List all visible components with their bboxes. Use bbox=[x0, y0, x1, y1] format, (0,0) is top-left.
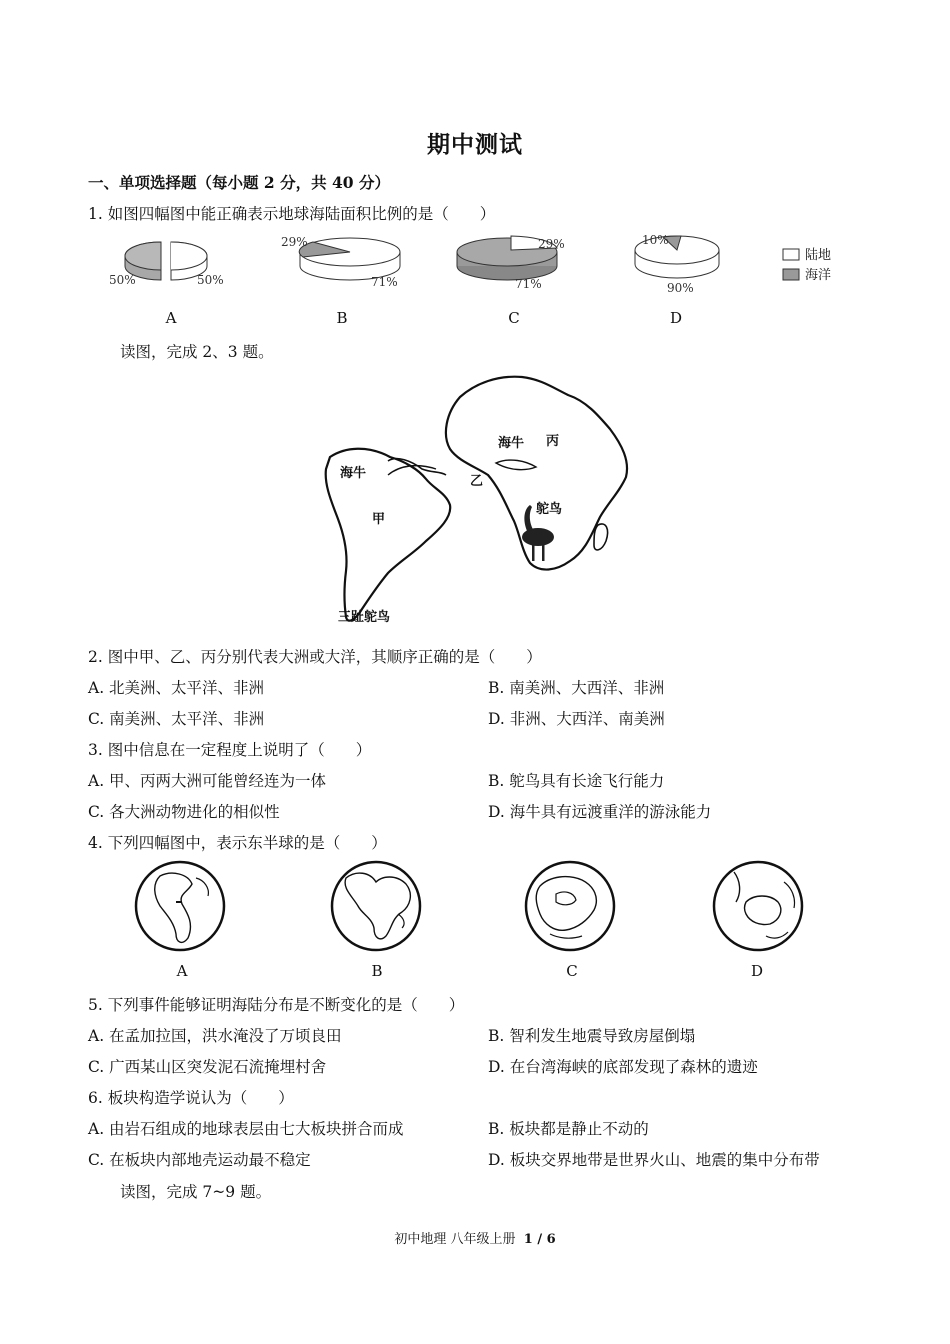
globe-a bbox=[136, 862, 224, 950]
q4-label-d: D bbox=[750, 962, 764, 980]
read-instruction-2: 读图，完成 7~9 题。 bbox=[120, 1183, 272, 1201]
q2-stem: 2. 图中甲、乙、丙分别代表大洲或大洋，其顺序正确的是（ ） bbox=[88, 648, 542, 666]
q1-label-b: B bbox=[336, 309, 348, 327]
q2-option-a[interactable]: A. 北美洲、太平洋、非洲 bbox=[88, 679, 265, 697]
continent-map bbox=[300, 365, 640, 635]
pie-c-ocean-pct: 71% bbox=[515, 277, 542, 291]
pie-a-left-pct: 50% bbox=[109, 273, 136, 287]
q2-option-b[interactable]: B. 南美洲、大西洋、非洲 bbox=[488, 679, 665, 697]
map-label-seacow-left: 海牛 bbox=[340, 466, 367, 481]
q4-label-a: A bbox=[176, 962, 188, 980]
q4-label-b: B bbox=[371, 962, 383, 980]
section-heading: 一、单项选择题（每小题 2 分，共 40 分） bbox=[88, 173, 390, 192]
map-label-yi: 乙 bbox=[470, 474, 484, 489]
page-title: 期中测试 bbox=[427, 131, 523, 158]
pie-a-right-pct: 50% bbox=[197, 273, 224, 287]
q6-stem: 6. 板块构造学说认为（ ） bbox=[88, 1089, 294, 1107]
pie-chart-b bbox=[281, 235, 400, 289]
globe-b bbox=[332, 862, 420, 950]
q6-option-c[interactable]: C. 在板块内部地壳运动最不稳定 bbox=[88, 1151, 311, 1169]
page-number: 1 / 6 bbox=[523, 1232, 556, 1247]
q3-option-c[interactable]: C. 各大洲动物进化的相似性 bbox=[88, 803, 280, 821]
pie-legend bbox=[783, 247, 831, 283]
q3-option-a[interactable]: A. 甲、丙两大洲可能曾经连为一体 bbox=[88, 772, 327, 790]
legend-land-swatch bbox=[783, 249, 799, 260]
pie-chart-a bbox=[109, 242, 224, 287]
pie-b-ocean-pct: 29% bbox=[281, 235, 308, 249]
q6-option-b[interactable]: B. 板块都是静止不动的 bbox=[488, 1120, 649, 1138]
q2-option-d[interactable]: D. 非洲、大西洋、南美洲 bbox=[488, 710, 665, 728]
read-instruction-1: 读图，完成 2、3 题。 bbox=[120, 343, 274, 361]
map-label-seacow-right: 海牛 bbox=[498, 436, 525, 451]
q1-stem: 1. 如图四幅图中能正确表示地球海陆面积比例的是（ ） bbox=[88, 205, 496, 223]
q6-option-d[interactable]: D. 板块交界地带是世界火山、地震的集中分布带 bbox=[488, 1151, 820, 1169]
map-label-jia: 甲 bbox=[372, 512, 386, 527]
legend-ocean-label: 海洋 bbox=[805, 268, 832, 283]
q1-label-a: A bbox=[165, 309, 177, 327]
q4-stem: 4. 下列四幅图中，表示东半球的是（ ） bbox=[88, 834, 387, 852]
q1-pie-charts bbox=[95, 228, 855, 308]
q1-label-d: D bbox=[669, 309, 683, 327]
globe-c bbox=[526, 862, 614, 950]
map-label-ostrich: 鸵鸟 bbox=[536, 502, 563, 517]
q5-option-a[interactable]: A. 在孟加拉国，洪水淹没了万顷良田 bbox=[88, 1027, 342, 1045]
q4-label-c: C bbox=[566, 962, 578, 980]
q3-option-d[interactable]: D. 海牛具有远渡重洋的游泳能力 bbox=[488, 803, 712, 821]
q5-option-b[interactable]: B. 智利发生地震导致房屋倒塌 bbox=[488, 1027, 696, 1045]
pie-chart-c bbox=[457, 236, 565, 291]
q2-option-c[interactable]: C. 南美洲、太平洋、非洲 bbox=[88, 710, 265, 728]
q1-label-c: C bbox=[508, 309, 520, 327]
footer-text: 初中地理 八年级上册 bbox=[394, 1232, 516, 1247]
legend-ocean-swatch bbox=[783, 269, 799, 280]
q5-option-d[interactable]: D. 在台湾海峡的底部发现了森林的遗迹 bbox=[488, 1058, 758, 1076]
q5-stem: 5. 下列事件能够证明海陆分布是不断变化的是（ ） bbox=[88, 996, 465, 1014]
q3-option-b[interactable]: B. 鸵鸟具有长途飞行能力 bbox=[488, 772, 665, 790]
q6-option-a[interactable]: A. 由岩石组成的地球表层由七大板块拼合而成 bbox=[88, 1120, 404, 1138]
globe-d bbox=[714, 862, 802, 950]
pie-c-land-pct: 29% bbox=[538, 237, 565, 251]
map-label-rhea: 三趾鸵鸟 bbox=[338, 610, 391, 625]
pie-chart-d bbox=[635, 233, 719, 295]
pie-b-land-pct: 71% bbox=[371, 275, 398, 289]
legend-land-label: 陆地 bbox=[805, 248, 832, 263]
page-footer bbox=[0, 1228, 950, 1247]
q4-hemisphere-globes bbox=[130, 858, 810, 958]
q5-option-c[interactable]: C. 广西某山区突发泥石流掩埋村舍 bbox=[88, 1058, 327, 1076]
map-label-bing: 丙 bbox=[546, 434, 560, 449]
q3-stem: 3. 图中信息在一定程度上说明了（ ） bbox=[88, 741, 372, 759]
pie-d-land-pct: 90% bbox=[667, 281, 694, 295]
pie-d-ocean-pct: 10% bbox=[642, 233, 669, 247]
